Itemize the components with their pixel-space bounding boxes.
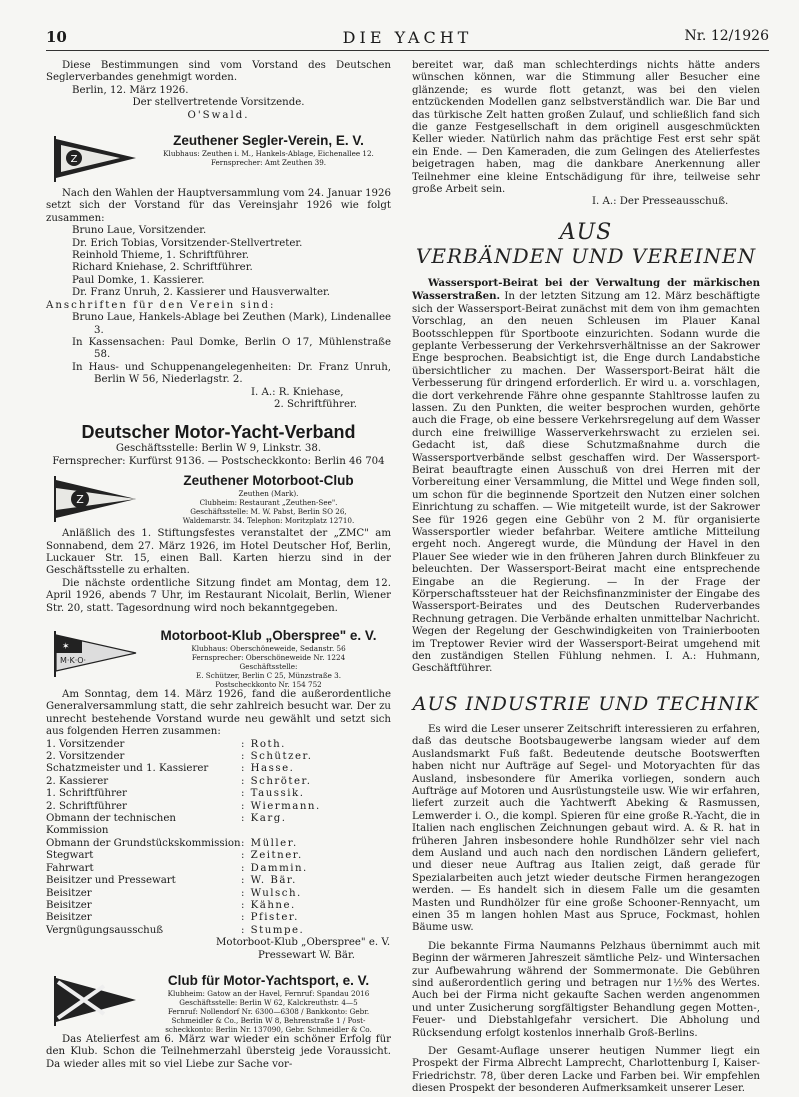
- club-office: Geschäftsstelle: Berlin W 62, Kalckreuthstr. 4—5: [179, 997, 358, 1007]
- pennant-flag-icon: [52, 134, 138, 184]
- section-title: Deutscher Motor-Yacht-Verband: [81, 422, 356, 443]
- club-name: Motorboot-Klub „Oberspree" e. V.: [160, 628, 377, 643]
- club-office-label: Geschäftsstelle:: [239, 662, 298, 671]
- member-line: Dr. Franz Unruh, 2. Kassierer und Hausverwalter.: [72, 287, 331, 299]
- signature-role: 2. Schriftführer.: [274, 398, 357, 410]
- club-location: Zeuthen (Mark).: [238, 489, 299, 499]
- svg-text:✶: ✶: [62, 642, 70, 652]
- cmy-header: [46, 972, 391, 1034]
- role-label: Obmann der Grundstückskommission: [46, 837, 241, 849]
- pennant-flag-icon: [52, 629, 138, 679]
- role-person: : Taussik.: [241, 788, 305, 800]
- club-name: Club für Motor-Yachtsport, e. V.: [167, 972, 370, 988]
- role-label: Obmann der technischen Kommission: [46, 813, 176, 837]
- role-label: Stegwart: [46, 850, 94, 862]
- role-person: : Roth.: [241, 738, 286, 750]
- zmc-header: [46, 472, 391, 528]
- club-name: Zeuthener Motorboot-Club: [183, 473, 354, 489]
- club-office: Geschäftsstelle: M. W. Pabst, Berlin SO 26,: [190, 507, 347, 517]
- paragraph: Nach den Wahlen der Hauptversammlung vom 24. Januar 1926 setzt sich der Vorstand für das Vereinsjahr 1926 wie folgt zusammen:: [46, 188, 391, 224]
- member-line: Bruno Laue, Vorsitzender.: [72, 225, 207, 237]
- intro-signature: O'Swald.: [187, 109, 250, 121]
- role-person: : Pfister.: [241, 912, 299, 924]
- role-person: : Wulsch.: [241, 887, 302, 899]
- role-label: Beisitzer: [46, 887, 92, 899]
- oberspree-header: [46, 627, 391, 689]
- section-heading: AUS INDUSTRIE UND TECHNIK: [412, 692, 760, 715]
- svg-text:Z: Z: [70, 154, 78, 166]
- signature: Motorboot-Klub „Oberspree" e. V.: [216, 937, 391, 949]
- role-person: : Müller.: [241, 837, 298, 849]
- role-person: : Schützer.: [241, 751, 313, 763]
- pennant-flag-icon: [52, 474, 138, 524]
- address-line: Bruno Laue, Hankels-Ablage bei Zeuthen (Mark), Lindenallee 3.: [72, 312, 391, 336]
- right-column: [412, 60, 760, 1096]
- office-contact: Fernsprecher: Kurfürst 9136. — Postscheckkonto: Berlin 46 704: [52, 455, 385, 467]
- member-line: Paul Domke, 1. Kassierer.: [72, 274, 205, 286]
- club-office: E. Schützer, Berlin C 25, Münzstraße 3.: [195, 671, 342, 680]
- role-label: 2. Kassierer: [46, 775, 109, 787]
- club-phone: Waldemarstr. 34. Telephon: Moritzplatz 12710.: [182, 516, 355, 526]
- role-label: 2. Vorsitzender: [46, 751, 125, 763]
- article-body: In der letzten Sitzung am 12. März beschäftigte sich der Wassersport-Beirat zunächst mit dem von ihm gemachten Vorschlag, an den neuen Schleusen im Plauer Kanal Bootsschleppen für Sportboote einzurichten. Sodann wurde die geplante Verbesserung der Verkehrsverhältnisse an der Sakrower Enge besprochen. Beabsichtigt ist, die Enge durch Landabstiche übersichtlicher zu machen. Der Wassersport-Beirat hält die Verbesserung für dringend erforderlich. Er wird u. a. vorschlagen, die dort verkehrende Fähre ohne gespannte Stahltrosse laufen zu lassen. Zu den Punkten, die weiter besprochen wurden, gehörte auch die Frage, ob eine bessere Verkehrsregelung auf dem Wasser durch eine freiwillige Wasserverkehrswacht zu erzielen sei. Gedacht ist, daß diese Schutzmaßnahme durch die Wassersportverbände selbst geschaffen wird. Der Wassersport-Beirat beauftragte einen Ausschuß von drei Herren mit der Vorbereitung einer Versammlung, die Mittel und Wege finden soll, um schon für die beginnende Sportzeit den Nutzen einer solchen Einrichtung zu schaffen. — Wie mitgeteilt wurde, ist der Sakrower See für 1926 gegen eine Gebühr von 2 M. für organisierte Wassersportler wieder befahrbar. Weitere amtliche Mitteilung ergeht noch. Angeregt wurde, die Mündung der Havel in den Plauer See wieder wie in den früheren Jahren durch Blinkfeuer zu beleuchten. Der Wassersport-Beirat macht eine entsprechende Eingabe an die Regierung. — In der Frage der Körperschaftssteuer hat der Reichsfinanzminister der Eingabe des Wassersport-Beirates und des Deutschen Ruderverbandes Rechnung getragen. Die Verbände erhalten unmittelbar Nachricht. Wegen der Regelung der Geschwindigkeiten von Trainierbooten im Treptower Revier wird der Wassersport-Beirat umgehend mit den zuständigen Stellen Fühlung nehmen. I. A.: Huhmann, Geschäftführer.: [412, 291, 760, 675]
- club-home: Clubheim: Restaurant „Zeuthen-See".: [199, 498, 338, 508]
- left-column: [46, 60, 391, 1071]
- paragraph: Die nächste ordentliche Sitzung findet am Montag, dem 12. April 1926, abends 7 Uhr, im Restaurant Nicolait, Berlin, Wiener Str. 20, statt. Tagesordnung wird noch bekanntgegeben.: [46, 577, 391, 614]
- address-heading: Anschriften für den Verein sind:: [46, 299, 276, 311]
- club-name: Zeuthener Segler-Verein, E. V.: [173, 133, 364, 149]
- intro-role: Der stellvertretende Vorsitzende.: [132, 97, 305, 109]
- role-label: 1. Schriftführer: [46, 788, 127, 800]
- club-account: Postscheckkonto Nr. 154 752: [215, 680, 322, 689]
- article-lead: Wassersport-Beirat bei der Verwaltung der märkischen Wasserstraßen.: [412, 276, 760, 303]
- role-person: : Schröter.: [241, 775, 312, 787]
- continued-paragraph: bereitet war, daß man schlechterdings nichts hätte anders wünschen können, war die Stimmung aller Besucher eine glänzende; es wurde flott getanzt, was bei den vielen entzückenden Modellen ganz selbstverständlich war. Die Bar und das türkische Zelt hatten großen Zulauf, und schließlich fand sich die ganze Festgesellschaft in dem originell ausgeschmückten Keller wieder. Natürlich nahm das prächtige Fest erst sehr spät ein Ende. — Den Kameraden, die zum Gelingen des Atelierfestes beigetragen haben, mag die dankbare Anerkennung aller Teilnehmer eine kleine Entschädigung für ihre, teilweise sehr große Arbeit sein.: [412, 60, 760, 196]
- signature-role: Pressewart W. Bär.: [258, 949, 355, 961]
- address-line: In Kassensachen: Paul Domke, Berlin O 17, Mühlenstraße 58.: [72, 336, 391, 361]
- role-person: : Zeitner.: [241, 850, 303, 862]
- zeuthen-segler-header: [46, 132, 391, 188]
- page-header: [46, 28, 769, 50]
- article-paragraph: [412, 277, 760, 676]
- address-line: In Haus- und Schuppenangelegenheiten: Dr. Franz Unruh, Berlin W 56, Niederlagstr. 2.: [72, 361, 391, 386]
- article-paragraph: Es wird die Leser unserer Zeitschrift interessieren zu erfahren, daß das deutsche Bootsbaugewerbe langsam wieder auf dem Auslandsmarkt Fuß faßt. Bedeutende deutsche Bootswerften haben nicht nur Aufträge auf Segel- und Motoryachten für das Ausland, insbesondere für Amerika vorliegen, sondern auch Aufträge auf Motoren und Ausrüstungsteile usw. Wie wir erfahren, liefert zurzeit auch die Yachtwerft Abeking & Rasmussen, Lemwerder i. O., die kompl. Spieren für eine große R.-Yacht, die in Italien nach englischen Zeichnungen gebaut wird. A. & R. hat in früheren Jahren insbesondere hohle Rundhölzer sehr viel nach dem Ausland und auch nach den nordischen Ländern geliefert, und dieser neue Auftrag aus Italien zeigt, daß gerade für Spezialarbeiten auch jetzt wieder deutsche Firmen herangezogen werden. — Es handelt sich in diesem Falle um die gesamten Masten und Rundhölzer für eine große Schooner-Rennyacht, um einen 35 m langen hohlen Mast aus Spruce, Fockmast, hohlen Bäume usw.: [412, 723, 760, 934]
- role-person: : Wiermann.: [241, 800, 321, 812]
- role-person: : Stumpe.: [241, 924, 305, 936]
- svg-text:Z: Z: [76, 493, 84, 507]
- member-line: Richard Kniehase, 2. Schriftführer.: [72, 262, 253, 274]
- member-line: Dr. Erich Tobias, Vorsitzender-Stellvertreter.: [72, 237, 303, 249]
- intro-date: Berlin, 12. März 1926.: [72, 84, 189, 96]
- pennant-flag-icon: [52, 974, 138, 1028]
- issue-number: Nr. 12/1926: [684, 28, 769, 44]
- page-number: 10: [46, 28, 67, 46]
- office-address: Geschäftsstelle: Berlin W 9, Linkstr. 38.: [115, 443, 322, 455]
- role-label: 2. Schriftführer: [46, 800, 127, 812]
- club-phone: Fernsprecher: Oberschöneweide Nr. 1224: [191, 653, 346, 662]
- paragraph: Anläßlich des 1. Stiftungsfestes veranstaltet der „ZMC" am Sonnabend, dem 27. März 1926, im Hotel Deutscher Hof, Berlin, Luckauer Str. 15, einen Ball. Karten hierzu sind in der Geschäftsstelle zu erhalten.: [46, 528, 391, 577]
- intro-text: Diese Bestimmungen sind vom Vorstand des Deutschen Seglerverbandes genehmigt worden.: [46, 60, 391, 84]
- board-table: [46, 739, 391, 938]
- signature: I. A.: R. Kniehase,: [251, 386, 344, 398]
- header-rule: [46, 50, 769, 51]
- article-paragraph: Der Gesamt-Auflage unserer heutigen Nummer liegt ein Prospekt der Firma Albrecht Lamprecht, Charlottenburg I, Kaiser-Friedrichstr. 78, über deren Lacke und Farben bei. Wir empfehlen diesen Prospekt der besonderen Aufmerksamkeit unserer Leser.: [412, 1046, 760, 1095]
- section-heading-line2: VERBÄNDEN UND VEREINEN: [415, 243, 757, 268]
- role-label: Beisitzer: [46, 912, 92, 924]
- article-paragraph: Die bekannte Firma Naumanns Pelzhaus übernimmt auch mit Beginn der wärmeren Jahreszeit sämtliche Pelz- und Wintersachen zur Aufbewahrung während der Sommermonate. Die Gebühren sind außerordentlich gering und betragen nur 1½% des Wertes. Auch bei der Firma nicht gekaufte Sachen werden angenommen und unter Zusicherung sorgfältigster Behandlung gegen Motten-, Feuer- und Diebstahlgefahr versichert. Die Abholung und Rücksendung erfolgt kostenlos innerhalb Groß-Berlins.: [412, 940, 760, 1039]
- club-bank: Schmeidler & Co., Berlin W 8, Behrenstraße 1 / Post-: [171, 1015, 366, 1025]
- magazine-title: DIE YACHT: [342, 28, 473, 47]
- svg-text:M·K·O·: M·K·O·: [60, 656, 87, 665]
- club-account: scheckkonto: Berlin Nr. 137090, Gebr. Schmeidler & Co.: [165, 1024, 372, 1034]
- role-label: Fahrwart: [46, 862, 94, 874]
- club-address: Klubhaus: Oberschöneweide, Sedanstr. 56: [191, 644, 346, 653]
- member-line: Reinhold Thieme, 1. Schriftführer.: [72, 250, 250, 262]
- role-person: : Karg.: [241, 813, 287, 825]
- section-heading-line1: AUS: [559, 219, 613, 245]
- paragraph: Das Atelierfest am 6. März war wieder ein schöner Erfolg für den Klub. Schon die Teilnehmerzahl übersteig jede Voraussicht. Da wieder alles mit so viel Liebe zur Sache vor-: [46, 1033, 391, 1070]
- role-person: : Kähne.: [241, 899, 296, 911]
- role-person: : W. Bär.: [241, 875, 297, 887]
- role-label: Beisitzer und Pressewart: [46, 875, 176, 887]
- role-person: : Hasse.: [241, 763, 295, 775]
- club-phone: Fernsprecher: Amt Zeuthen 39.: [210, 158, 327, 168]
- club-address: Klubhaus: Zeuthen i. M., Hankels-Ablage, Eichenallee 12.: [163, 149, 374, 159]
- role-person: : Dammin.: [241, 862, 308, 874]
- signature: I. A.: Der Presseausschuß.: [592, 196, 729, 208]
- role-label: Beisitzer: [46, 899, 92, 911]
- paragraph: Am Sonntag, dem 14. März 1926, fand die außerordentliche Generalversammlung statt, die sehr zahlreich besucht war. Der zu unrecht bestehende Vorstand wurde neu gewählt und setzt sich aus folgenden Herren zusammen:: [46, 689, 391, 738]
- club-home: Klubheim: Gatow an der Havel, Fernruf: Spandau 2016: [167, 988, 370, 998]
- club-phone: Fernruf: Nollendorf Nr. 6300—6308 / Bankkonto: Gebr.: [167, 1006, 370, 1016]
- role-label: Vergnügungsausschuß: [46, 924, 164, 936]
- role-label: 1. Vorsitzender: [46, 738, 125, 750]
- role-label: Schatzmeister und 1. Kassierer: [46, 763, 209, 775]
